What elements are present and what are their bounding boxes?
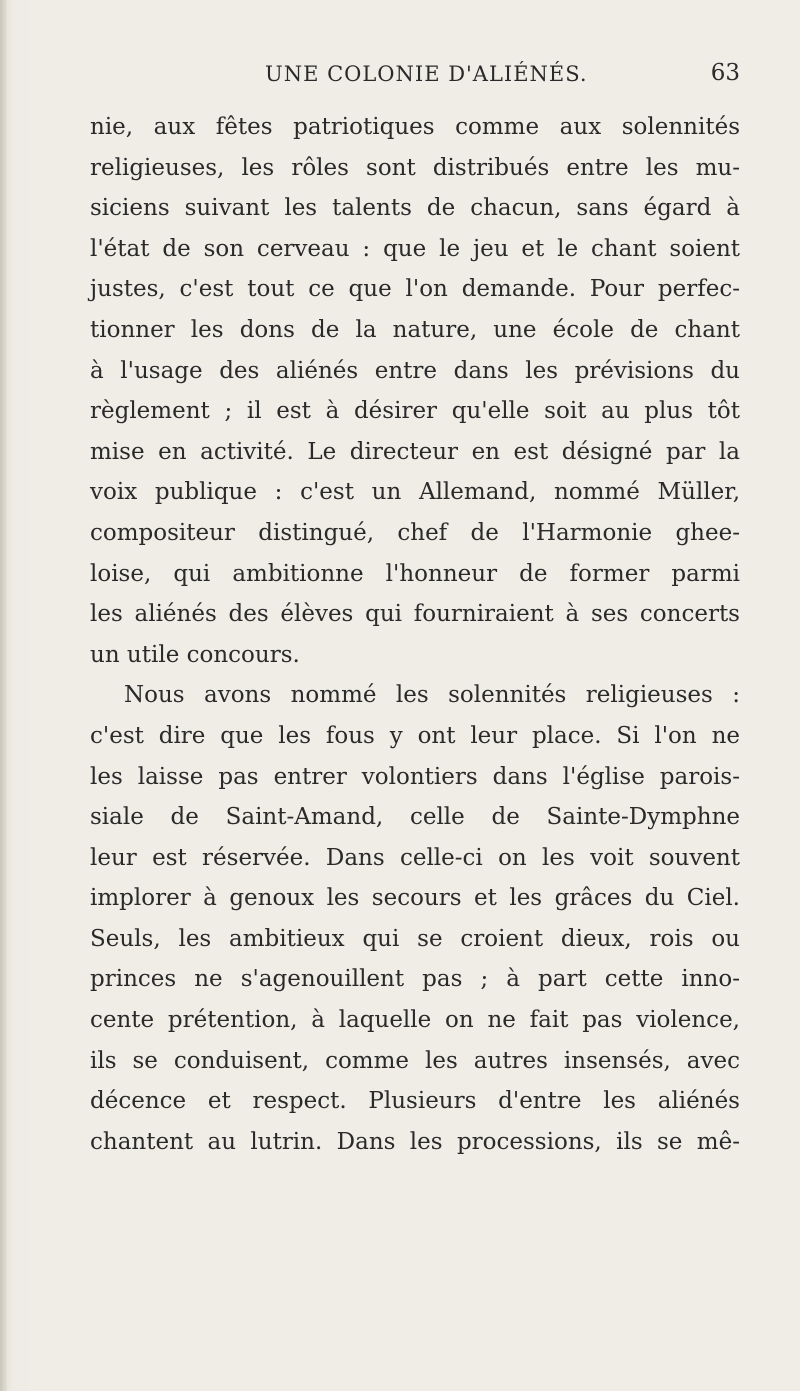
binding-edge [0, 0, 7, 1391]
text-line-paragraph-start: Nous avons nommé les solennités religieuses : [124, 682, 740, 709]
text-line: mise en activité. Le directeur en est désigné par la [90, 438, 740, 465]
text-line: c'est dire que les fous y ont leur place. Si l'on ne [90, 722, 740, 749]
text-line: les aliénés des élèves qui fourniraient à ses concerts [90, 601, 740, 628]
text-line-paragraph-end: un utile concours. [90, 641, 300, 668]
text-line: ils se conduisent, comme les autres insensés, avec [90, 1047, 740, 1074]
text-line: les laisse pas entrer volontiers dans l'église parois- [90, 763, 740, 790]
text-line: chantent au lutrin. Dans les processions, ils se mê- [90, 1128, 740, 1155]
text-line: princes ne s'agenouillent pas ; à part cette inno- [90, 966, 740, 993]
text-line: compositeur distingué, chef de l'Harmonie ghee- [90, 519, 740, 546]
text-line: implorer à genoux les secours et les grâces du Ciel. [90, 885, 740, 912]
text-line: siciens suivant les talents de chacun, sans égard à [90, 195, 740, 222]
text-line: nie, aux fêtes patriotiques comme aux solennités [90, 114, 740, 140]
text-line: à l'usage des aliénés entre dans les prévisions du [90, 357, 740, 384]
text-line: décence et respect. Plusieurs d'entre les aliénés [90, 1088, 740, 1115]
text-line: voix publique : c'est un Allemand, nommé Müller, [90, 479, 740, 506]
text-line: justes, c'est tout ce que l'on demande. Pour perfec- [90, 276, 740, 303]
body-text [90, 107, 740, 1162]
text-line: tionner les dons de la nature, une école de chant [90, 316, 740, 343]
page-number: 63 [710, 60, 740, 86]
text-line: siale de Saint-Amand, celle de Sainte-Dymphne [90, 804, 740, 831]
text-line: loise, qui ambitionne l'honneur de former parmi [90, 560, 740, 587]
text-line: cente prétention, à laquelle on ne fait pas violence, [90, 1007, 740, 1034]
text-line: règlement ; il est à désirer qu'elle soit au plus tôt [90, 398, 740, 425]
running-head [90, 60, 740, 100]
text-line: Seuls, les ambitieux qui se croient dieux, rois ou [90, 925, 740, 952]
text-line: l'état de son cerveau : que le jeu et le chant soient [90, 235, 740, 262]
text-line: religieuses, les rôles sont distribués entre les mu- [90, 154, 740, 181]
text-line: leur est réservée. Dans celle-ci on les voit souvent [90, 844, 740, 871]
running-title: UNE COLONIE D'ALIÉNÉS. [265, 62, 588, 86]
